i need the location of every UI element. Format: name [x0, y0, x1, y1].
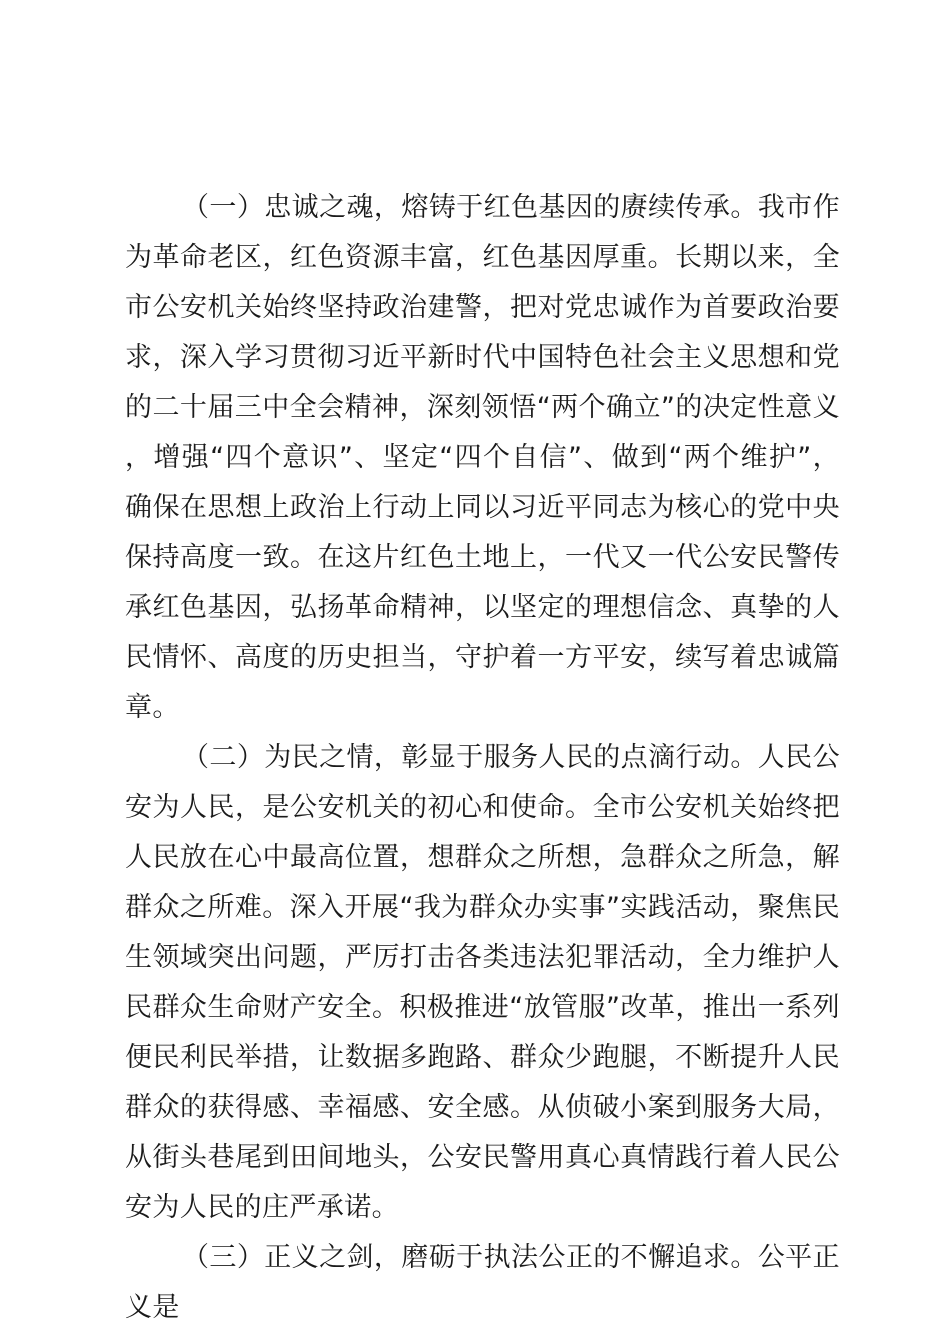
- document-body: [125, 183, 840, 1333]
- paragraph-people: （二）为民之情，彰显于服务人民的点滴行动。人民公安为人民，是公安机关的初心和使命。全市公安机关始终把人民放在心中最高位置，想群众之所想，急群众之所急，解群众之所难。深入开展“我为群众办实事”实践活动，聚焦民生领域突出问题，严厉打击各类违法犯罪活动，全力维护人民群众生命财产安全。积极推进“放管服”改革，推出一系列便民利民举措，让数据多跑路、群众少跑腿，不断提升人民群众的获得感、幸福感、安全感。从侦破小案到服务大局，从街头巷尾到田间地头，公安民警用真心真情践行着人民公安为人民的庄严承诺。: [125, 742, 840, 1223]
- paragraph-loyalty: （一）忠诚之魂，熔铸于红色基因的赓续传承。我市作为革命老区，红色资源丰富，红色基因厚重。长期以来，全市公安机关始终坚持政治建警，把对党忠诚作为首要政治要求，深入学习贯彻习近平新时代中国特色社会主义思想和党的二十届三中全会精神，深刻领悟“两个确立”的决定性意义，增强“四个意识”、坚定“四个自信”、做到“两个维护”，确保在思想上政治上行动上同以习近平同志为核心的党中央保持高度一致。在这片红色土地上，一代又一代公安民警传承红色基因，弘扬革命精神，以坚定的理想信念、真挚的人民情怀、高度的历史担当，守护着一方平安，续写着忠诚篇章。: [125, 192, 840, 723]
- paragraph-justice: （三）正义之剑，磨砺于执法公正的不懈追求。公平正义是: [125, 1242, 840, 1323]
